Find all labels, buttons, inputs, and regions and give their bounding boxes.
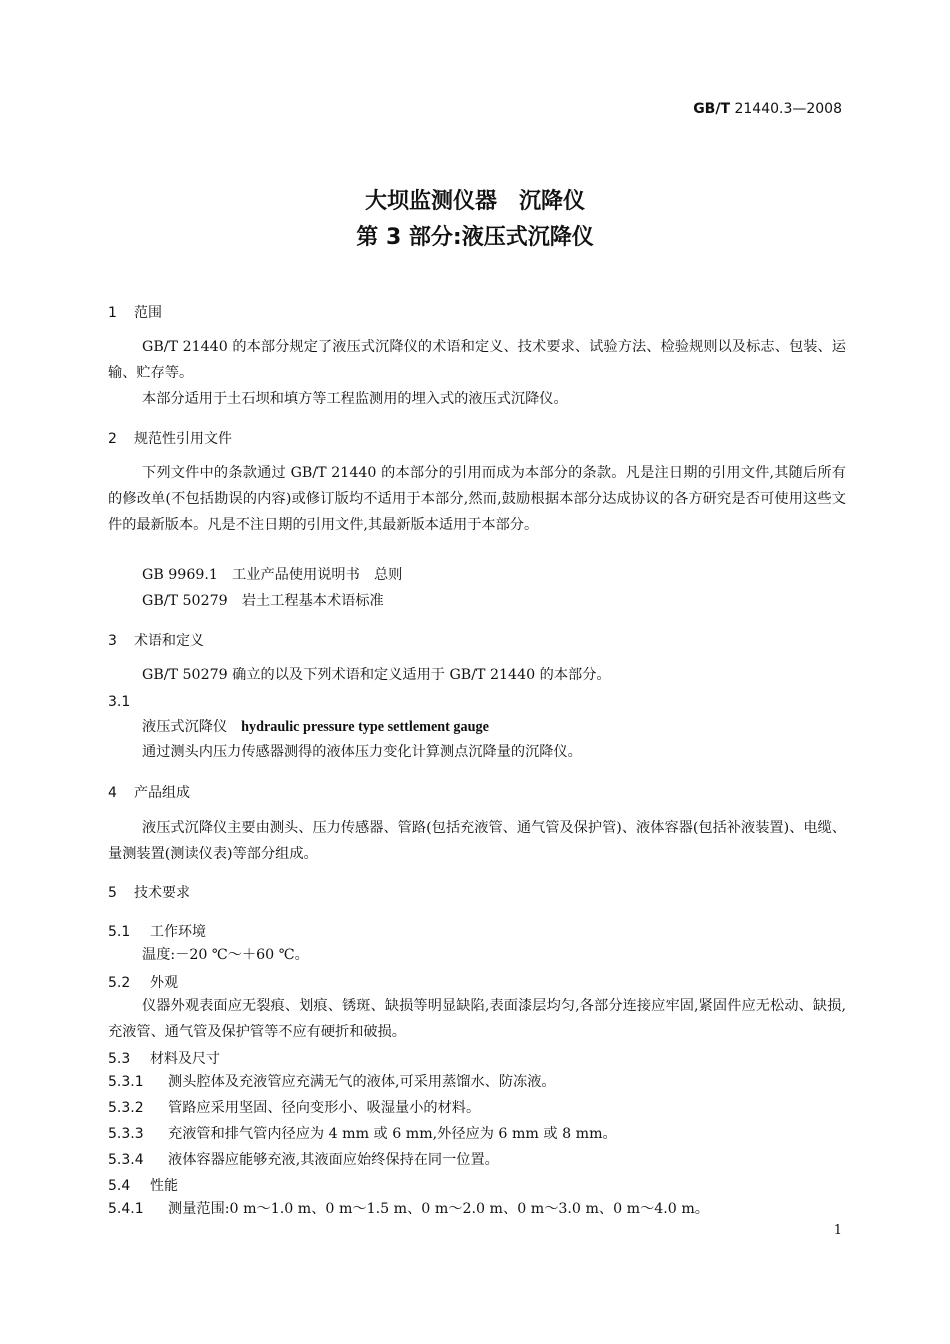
section-title: 范围 (134, 305, 162, 321)
clause-5-3-2 (108, 1095, 480, 1121)
subsection-number: 5.2 (108, 975, 131, 991)
term-chinese: 液压式沉降仪 (142, 719, 228, 735)
clause-text: 测头腔体及充液管应充满无气的液体,可采用蒸馏水、防冻液。 (168, 1074, 556, 1090)
clause-number: 5.3.4 (108, 1152, 144, 1168)
clause-text: 管路应采用坚固、径向变形小、吸湿量小的材料。 (168, 1100, 481, 1116)
standard-prefix: GB/T (693, 101, 731, 117)
clause-5-3-1 (108, 1069, 556, 1095)
section-1-paragraph-1: GB/T 21440 的本部分规定了液压式沉降仪的术语和定义、技术要求、试验方法、检验规则以及标志、包装、运输、贮存等。 (108, 339, 846, 381)
subsection-number: 5.1 (108, 924, 131, 940)
section-title: 产品组成 (134, 785, 190, 801)
term-entry (142, 714, 489, 740)
section-1-heading (108, 302, 162, 322)
clause-text: 充液管和排气管内径应为 4 mm 或 6 mm,外径应为 6 mm 或 8 mm。 (168, 1126, 617, 1142)
standard-code: 21440.3—2008 (734, 101, 842, 117)
section-3-heading (108, 630, 204, 650)
title-line-1: 大坝监测仪器 沉降仪 (364, 189, 585, 214)
clause-5-3-3 (108, 1121, 617, 1147)
section-5-heading (108, 882, 190, 902)
subsection-title: 工作环境 (150, 924, 206, 940)
reference-1: GB 9969.1 工业产品使用说明书 总则 (142, 567, 403, 583)
section-4-paragraph-1: 液压式沉降仪主要由测头、压力传感器、管路(包括充液管、通气管及保护管)、液体容器(包括补液装置)、电缆、量测装置(测读仪表)等部分组成。 (108, 820, 846, 862)
title-line-2: 第 3 部分:液压式沉降仪 (356, 225, 594, 250)
section-number: 5 (108, 885, 117, 901)
section-title: 技术要求 (134, 885, 190, 901)
clause-number: 5.4.1 (108, 1201, 144, 1217)
term-number: 3.1 (108, 694, 131, 710)
section-title: 规范性引用文件 (134, 431, 232, 447)
section-number: 2 (108, 431, 117, 447)
subsection-title: 性能 (150, 1178, 178, 1194)
subsection-5-4-heading (108, 1175, 178, 1195)
clause-number: 5.3.1 (108, 1074, 144, 1090)
section-1-paragraph-2: 本部分适用于土石坝和填方等工程监测用的埋入式的液压式沉降仪。 (142, 391, 568, 407)
section-number: 1 (108, 305, 117, 321)
section-title: 术语和定义 (134, 633, 204, 649)
subsection-title: 外观 (150, 975, 178, 991)
subsection-5-3-heading (108, 1048, 220, 1068)
subsection-5-2-text: 仪器外观表面应无裂痕、划痕、锈斑、缺损等明显缺陷,表面漆层均匀,各部分连接应牢固,紧固件应无松动、缺损,充液管、通气管及保护管等不应有硬折和破损。 (108, 998, 846, 1040)
clause-number: 5.3.2 (108, 1100, 144, 1116)
term-definition: 通过测头内压力传感器测得的液体压力变化计算测点沉降量的沉降仪。 (142, 744, 582, 760)
section-3-paragraph-1: GB/T 50279 确立的以及下列术语和定义适用于 GB/T 21440 的本部分。 (142, 667, 611, 683)
subsection-number: 5.3 (108, 1051, 131, 1067)
clause-text: 测量范围:0 m～1.0 m、0 m～1.5 m、0 m～2.0 m、0 m～3.0 m、0 m～4.0 m。 (168, 1201, 709, 1217)
subsection-5-1-heading (108, 921, 206, 941)
clause-5-3-4 (108, 1147, 499, 1173)
section-4-heading (108, 782, 190, 802)
section-2-paragraph-1: 下列文件中的条款通过 GB/T 21440 的本部分的引用而成为本部分的条款。凡是注日期的引用文件,其随后所有的修改单(不包括勘误的内容)或修订版均不适用于本部分,然而,鼓励根据本部分达成协议的各方研究是否可使用这些文件的最新版本。凡是不注日期的引用文件,其最新版本适用于本部分。 (108, 465, 846, 533)
reference-2: GB/T 50279 岩土工程基本术语标准 (142, 593, 384, 609)
standard-number (693, 101, 842, 117)
subsection-5-2-heading (108, 972, 178, 992)
clause-5-4-1 (108, 1196, 709, 1222)
term-english: hydraulic pressure type settlement gauge (241, 719, 489, 735)
section-number: 3 (108, 633, 117, 649)
subsection-number: 5.4 (108, 1178, 131, 1194)
clause-text: 液体容器应能够充液,其液面应始终保持在同一位置。 (168, 1152, 499, 1168)
page-number: 1 (833, 1223, 842, 1238)
section-2-heading (108, 428, 232, 448)
section-number: 4 (108, 785, 117, 801)
subsection-5-1-text: 温度:－20 ℃～＋60 ℃。 (142, 947, 309, 963)
subsection-title: 材料及尺寸 (150, 1051, 220, 1067)
clause-number: 5.3.3 (108, 1126, 144, 1142)
